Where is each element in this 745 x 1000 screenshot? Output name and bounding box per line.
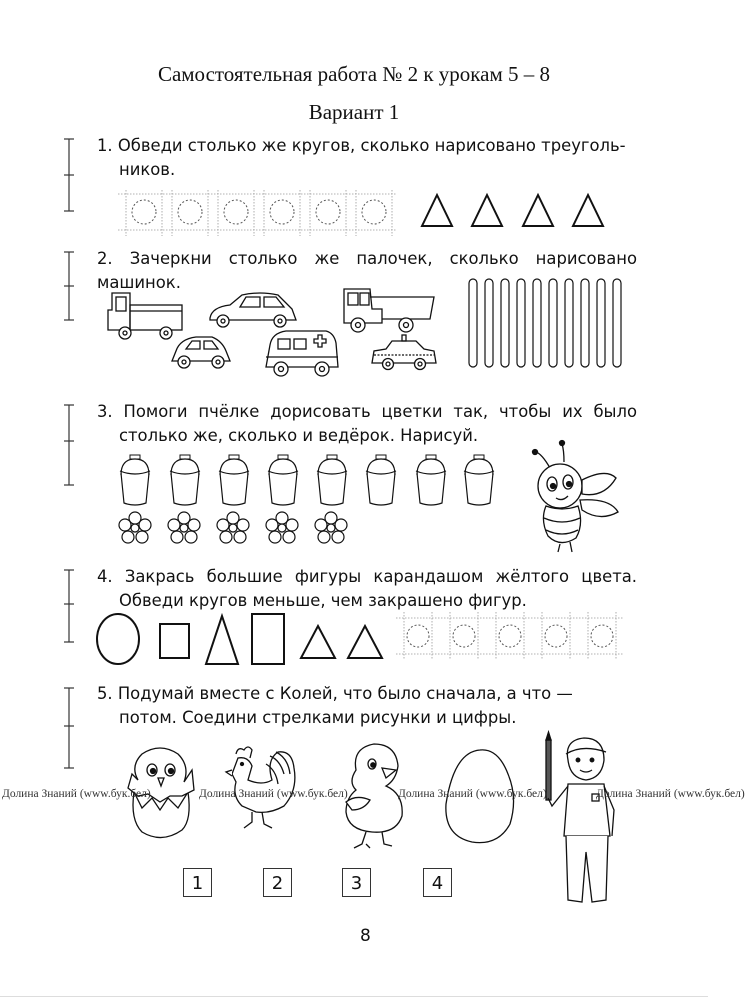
stick-7[interactable] (565, 279, 573, 367)
task-5-score-ruler (62, 686, 76, 770)
task-4-dotted-circle-1[interactable] (407, 625, 429, 647)
bucket-4 (268, 455, 298, 505)
task-2-sticks (468, 278, 638, 370)
triangle-2 (472, 195, 502, 226)
small-square[interactable] (160, 624, 189, 658)
car-hatchback-icon (210, 293, 296, 327)
task-4-dotted-circle-4[interactable] (545, 625, 567, 647)
task-5-line-1: 5. Подумай вместе с Колей, что было сначала, а что — (97, 684, 573, 703)
chick-icon[interactable] (346, 744, 402, 848)
big-rectangle[interactable] (252, 614, 284, 664)
task-3-line-1: 3. Помоги пчёлке дорисовать цветки так, чтобы их было (97, 402, 637, 421)
car-truck-icon (108, 293, 182, 339)
stick-4[interactable] (517, 279, 525, 367)
task-1-dotted-grid (118, 190, 398, 238)
flower-1 (119, 512, 151, 543)
flower-5 (315, 512, 347, 543)
small-triangle-2[interactable] (348, 626, 382, 658)
bucket-3 (219, 455, 249, 505)
page-number: 8 (360, 926, 371, 946)
stick-9[interactable] (597, 279, 605, 367)
bucket-7 (416, 455, 446, 505)
boy-kolya-icon[interactable] (546, 732, 614, 902)
scan-edge-line (0, 996, 708, 997)
watermark-4: Долина Знаний (www.бук.бел) (596, 788, 745, 800)
stick-6[interactable] (549, 279, 557, 367)
task-4-shapes (96, 612, 386, 668)
bucket-8 (464, 455, 494, 505)
task-4-dotted-circle-5[interactable] (591, 625, 613, 647)
task-4-line-1: 4. Закрась большие фигуры карандашом жёлтого цвета. (97, 567, 637, 586)
task-2-line-1: 2. Зачеркни столько же палочек, сколько нарисовано (97, 249, 637, 268)
bucket-2 (170, 455, 200, 505)
task-5-text (97, 682, 637, 730)
dotted-circle-1[interactable] (132, 200, 156, 224)
car-small-icon (172, 337, 230, 368)
number-box-3[interactable]: 3 (342, 868, 371, 897)
triangle-3 (523, 195, 553, 226)
number-box-2[interactable]: 2 (263, 868, 292, 897)
triangle-4 (573, 195, 603, 226)
task-5-line-2: потом. Соедини стрелками рисунки и цифры. (119, 708, 517, 727)
stick-2[interactable] (485, 279, 493, 367)
task-3-buckets-and-flowers (118, 455, 508, 550)
stick-5[interactable] (533, 279, 541, 367)
task-4-dotted-circle-2[interactable] (453, 625, 475, 647)
task-2-cars (100, 285, 445, 380)
bucket-6 (366, 455, 396, 505)
car-ambulance-icon (266, 331, 338, 376)
worksheet-title: Самостоятельная работа № 2 к урокам 5 – 8 (157, 62, 551, 86)
flower-4 (266, 512, 298, 543)
bee-illustration (520, 440, 630, 555)
car-taxi-icon (372, 335, 436, 370)
dotted-circle-2[interactable] (178, 200, 202, 224)
bucket-1 (120, 455, 150, 505)
task-1-score-ruler (62, 137, 76, 213)
dotted-circle-5[interactable] (316, 200, 340, 224)
watermark-2: Долина Знаний (www.бук.бел) (199, 788, 348, 800)
stick-10[interactable] (613, 279, 621, 367)
dotted-circle-3[interactable] (224, 200, 248, 224)
stick-8[interactable] (581, 279, 589, 367)
task-4-line-2: Обведи кругов меньше, чем закрашено фигур. (119, 591, 527, 610)
big-triangle[interactable] (206, 616, 238, 664)
dotted-circle-4[interactable] (270, 200, 294, 224)
task-1-line-2: ников. (119, 160, 176, 179)
number-box-1[interactable]: 1 (183, 868, 212, 897)
triangle-1 (422, 195, 452, 226)
stick-3[interactable] (501, 279, 509, 367)
flower-3 (217, 512, 249, 543)
task-3-line-2: столько же, сколько и ведёрок. Нарисуй. (119, 426, 479, 445)
stick-1[interactable] (469, 279, 477, 367)
flower-2 (168, 512, 200, 543)
task-4-score-ruler (62, 568, 76, 644)
bucket-5 (317, 455, 347, 505)
dotted-circle-6[interactable] (362, 200, 386, 224)
task-3-score-ruler (62, 403, 76, 487)
task-1-triangles (420, 192, 620, 232)
variant-label: Вариант 1 (308, 100, 400, 124)
task-4-text (97, 565, 637, 613)
task-1-text (97, 134, 637, 182)
number-box-4[interactable]: 4 (423, 868, 452, 897)
big-circle[interactable] (97, 614, 139, 664)
small-triangle-1[interactable] (301, 626, 335, 658)
watermark-3: Долина Знаний (www.бук.бел) (398, 788, 547, 800)
task-5-pictures (120, 740, 650, 960)
task-2-score-ruler (62, 250, 76, 322)
car-dump-truck-icon (344, 289, 434, 332)
task-2-line-2: машинок. (97, 273, 181, 292)
task-4-dotted-circle-3[interactable] (499, 625, 521, 647)
watermark-1: Долина Знаний (www.бук.бел) (2, 788, 151, 800)
task-1-line-1: 1. Обведи столько же кругов, сколько нарисовано треуголь- (97, 136, 626, 155)
task-4-dotted-grid (396, 612, 626, 662)
